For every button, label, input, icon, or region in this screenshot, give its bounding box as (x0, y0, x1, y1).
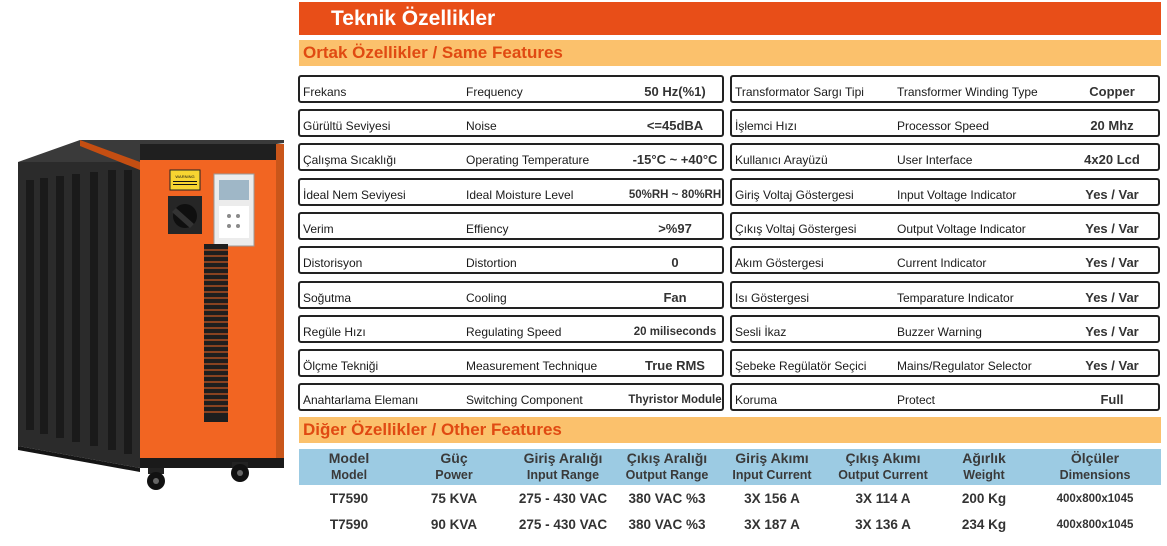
column-header-input-range: Giriş Aralığı Input Range (523, 450, 603, 482)
feature-tr-label: Sesli İkaz (735, 325, 787, 339)
warning-label (170, 170, 200, 190)
feature-en-label: Noise (466, 119, 497, 133)
feature-value: Fan (663, 290, 687, 305)
feature-value: 50%RH ~ 80%RH (628, 189, 722, 201)
feature-row (298, 315, 724, 343)
feature-en-label: Cooling (466, 291, 507, 305)
feature-row (730, 383, 1160, 411)
feature-value: Thyristor Module (628, 394, 722, 406)
feature-value: >%97 (658, 221, 692, 236)
table-cell: T7590 (329, 491, 369, 506)
table-cell: 3X 156 A (744, 491, 800, 506)
feature-tr-label: Anahtarlama Elemanı (303, 393, 419, 407)
feature-value: 20 miliseconds (633, 326, 717, 338)
feature-en-label: Input Voltage Indicator (897, 188, 1017, 202)
feature-en-label: Regulating Speed (466, 325, 562, 339)
feature-row (730, 143, 1160, 171)
feature-value: 0 (671, 255, 679, 270)
warning-label-text: WARNING (175, 174, 195, 179)
feature-row (730, 246, 1160, 274)
feature-value: Yes / Var (1085, 221, 1139, 236)
table-cell: 3X 114 A (855, 491, 911, 506)
feature-tr-label: Isı Göstergesi (735, 291, 810, 305)
feature-tr-label: Distorisyon (303, 256, 363, 270)
feature-value: 20 Mhz (1090, 118, 1134, 133)
section-title-same-features: Ortak Özellikler / Same Features (299, 40, 1161, 66)
column-header-model: Model Model (328, 450, 370, 482)
column-header-input-current: Giriş Akımı Input Current (732, 450, 812, 482)
feature-value: 4x20 Lcd (1084, 152, 1140, 167)
product-image (0, 140, 290, 500)
feature-en-label: Ideal Moisture Level (466, 188, 574, 202)
feature-tr-label: Giriş Voltaj Göstergesi (735, 188, 854, 202)
other-features-table (299, 449, 1161, 537)
feature-tr-label: Soğutma (303, 291, 352, 305)
feature-value: Full (1100, 392, 1124, 407)
feature-value: True RMS (645, 358, 705, 373)
feature-row (730, 178, 1160, 206)
feature-row (730, 281, 1160, 309)
table-cell: 400x800x1045 (1056, 519, 1134, 531)
front-vent-grille (204, 244, 228, 422)
table-row (299, 511, 1161, 537)
feature-tr-label: İdeal Nem Seviyesi (303, 188, 406, 202)
feature-row (298, 75, 724, 103)
feature-row (730, 315, 1160, 343)
feature-tr-label: Koruma (735, 393, 778, 407)
feature-en-label: User Interface (897, 153, 973, 167)
feature-row (730, 212, 1160, 240)
feature-tr-label: İşlemci Hızı (735, 119, 798, 133)
feature-tr-label: Frekans (303, 85, 347, 99)
column-header-dimensions: Ölçüler Dimensions (1059, 450, 1131, 482)
feature-en-label: Temparature Indicator (897, 291, 1014, 305)
feature-en-label: Transformer Winding Type (897, 85, 1038, 99)
feature-row (298, 383, 724, 411)
feature-en-label: Measurement Technique (466, 359, 598, 373)
feature-tr-label: Şebeke Regülatör Seçici (735, 359, 867, 373)
table-row (299, 485, 1161, 511)
table-cell: 400x800x1045 (1056, 493, 1134, 505)
page-title: Teknik Özellikler (299, 2, 1161, 35)
feature-tr-label: Çıkış Voltaj Göstergesi (735, 222, 857, 236)
feature-row (298, 143, 724, 171)
feature-value: Yes / Var (1085, 358, 1139, 373)
feature-value: Yes / Var (1085, 324, 1139, 339)
feature-tr-label: Akım Göstergesi (735, 256, 824, 270)
table-cell: 380 VAC %3 (628, 517, 706, 532)
column-header-output-range: Çıkış Aralığı Output Range (625, 450, 709, 482)
table-cell: T7590 (329, 517, 369, 532)
feature-tr-label: Verim (303, 222, 334, 236)
feature-tr-label: Regüle Hızı (303, 325, 366, 339)
feature-tr-label: Ölçme Tekniği (303, 359, 379, 373)
feature-tr-label: Çalışma Sıcaklığı (303, 153, 397, 167)
feature-value: -15°C ~ +40°C (632, 152, 718, 167)
feature-value: Yes / Var (1085, 255, 1139, 270)
column-header-weight: Ağırlık Weight (962, 450, 1006, 482)
feature-tr-label: Kullanıcı Arayüzü (735, 153, 828, 167)
feature-row (298, 212, 724, 240)
feature-row (298, 109, 724, 137)
feature-en-label: Processor Speed (897, 119, 990, 133)
feature-row (298, 349, 724, 377)
feature-en-label: Mains/Regulator Selector (897, 359, 1032, 373)
feature-row (298, 246, 724, 274)
table-cell: 380 VAC %3 (628, 491, 706, 506)
feature-row (730, 75, 1160, 103)
feature-en-label: Frequency (466, 85, 523, 99)
table-cell: 275 - 430 VAC (518, 517, 608, 532)
table-header (299, 449, 1161, 485)
table-cell: 200 Kg (961, 491, 1007, 506)
feature-row (298, 178, 724, 206)
feature-value: Yes / Var (1085, 290, 1139, 305)
feature-row (730, 109, 1160, 137)
feature-en-label: Operating Temperature (466, 153, 590, 167)
table-cell: 234 Kg (961, 517, 1007, 532)
feature-en-label: Distortion (466, 256, 517, 270)
section-title-other-features: Diğer Özellikler / Other Features (299, 417, 1161, 443)
table-cell: 3X 187 A (744, 517, 800, 532)
table-cell: 90 KVA (430, 517, 478, 532)
feature-en-label: Buzzer Warning (897, 325, 982, 339)
column-header-output-current: Çıkış Akımı Output Current (838, 450, 928, 482)
feature-en-label: Switching Component (466, 393, 583, 407)
feature-row (730, 349, 1160, 377)
table-cell: 3X 136 A (855, 517, 911, 532)
feature-value: <=45dBA (646, 118, 704, 133)
column-header-power: Güç Power (435, 450, 473, 482)
feature-en-label: Output Voltage Indicator (897, 222, 1026, 236)
table-cell: 75 KVA (430, 491, 478, 506)
feature-en-label: Protect (897, 393, 936, 407)
feature-tr-label: Gürültü Seviyesi (303, 119, 391, 133)
feature-en-label: Current Indicator (897, 256, 987, 270)
feature-value: Yes / Var (1085, 187, 1139, 202)
feature-row (298, 281, 724, 309)
feature-en-label: Effiency (466, 222, 509, 236)
table-cell: 275 - 430 VAC (518, 491, 608, 506)
feature-value: Copper (1089, 84, 1135, 99)
feature-value: 50 Hz(%1) (644, 84, 706, 99)
feature-tr-label: Transformator Sargı Tipi (735, 85, 864, 99)
